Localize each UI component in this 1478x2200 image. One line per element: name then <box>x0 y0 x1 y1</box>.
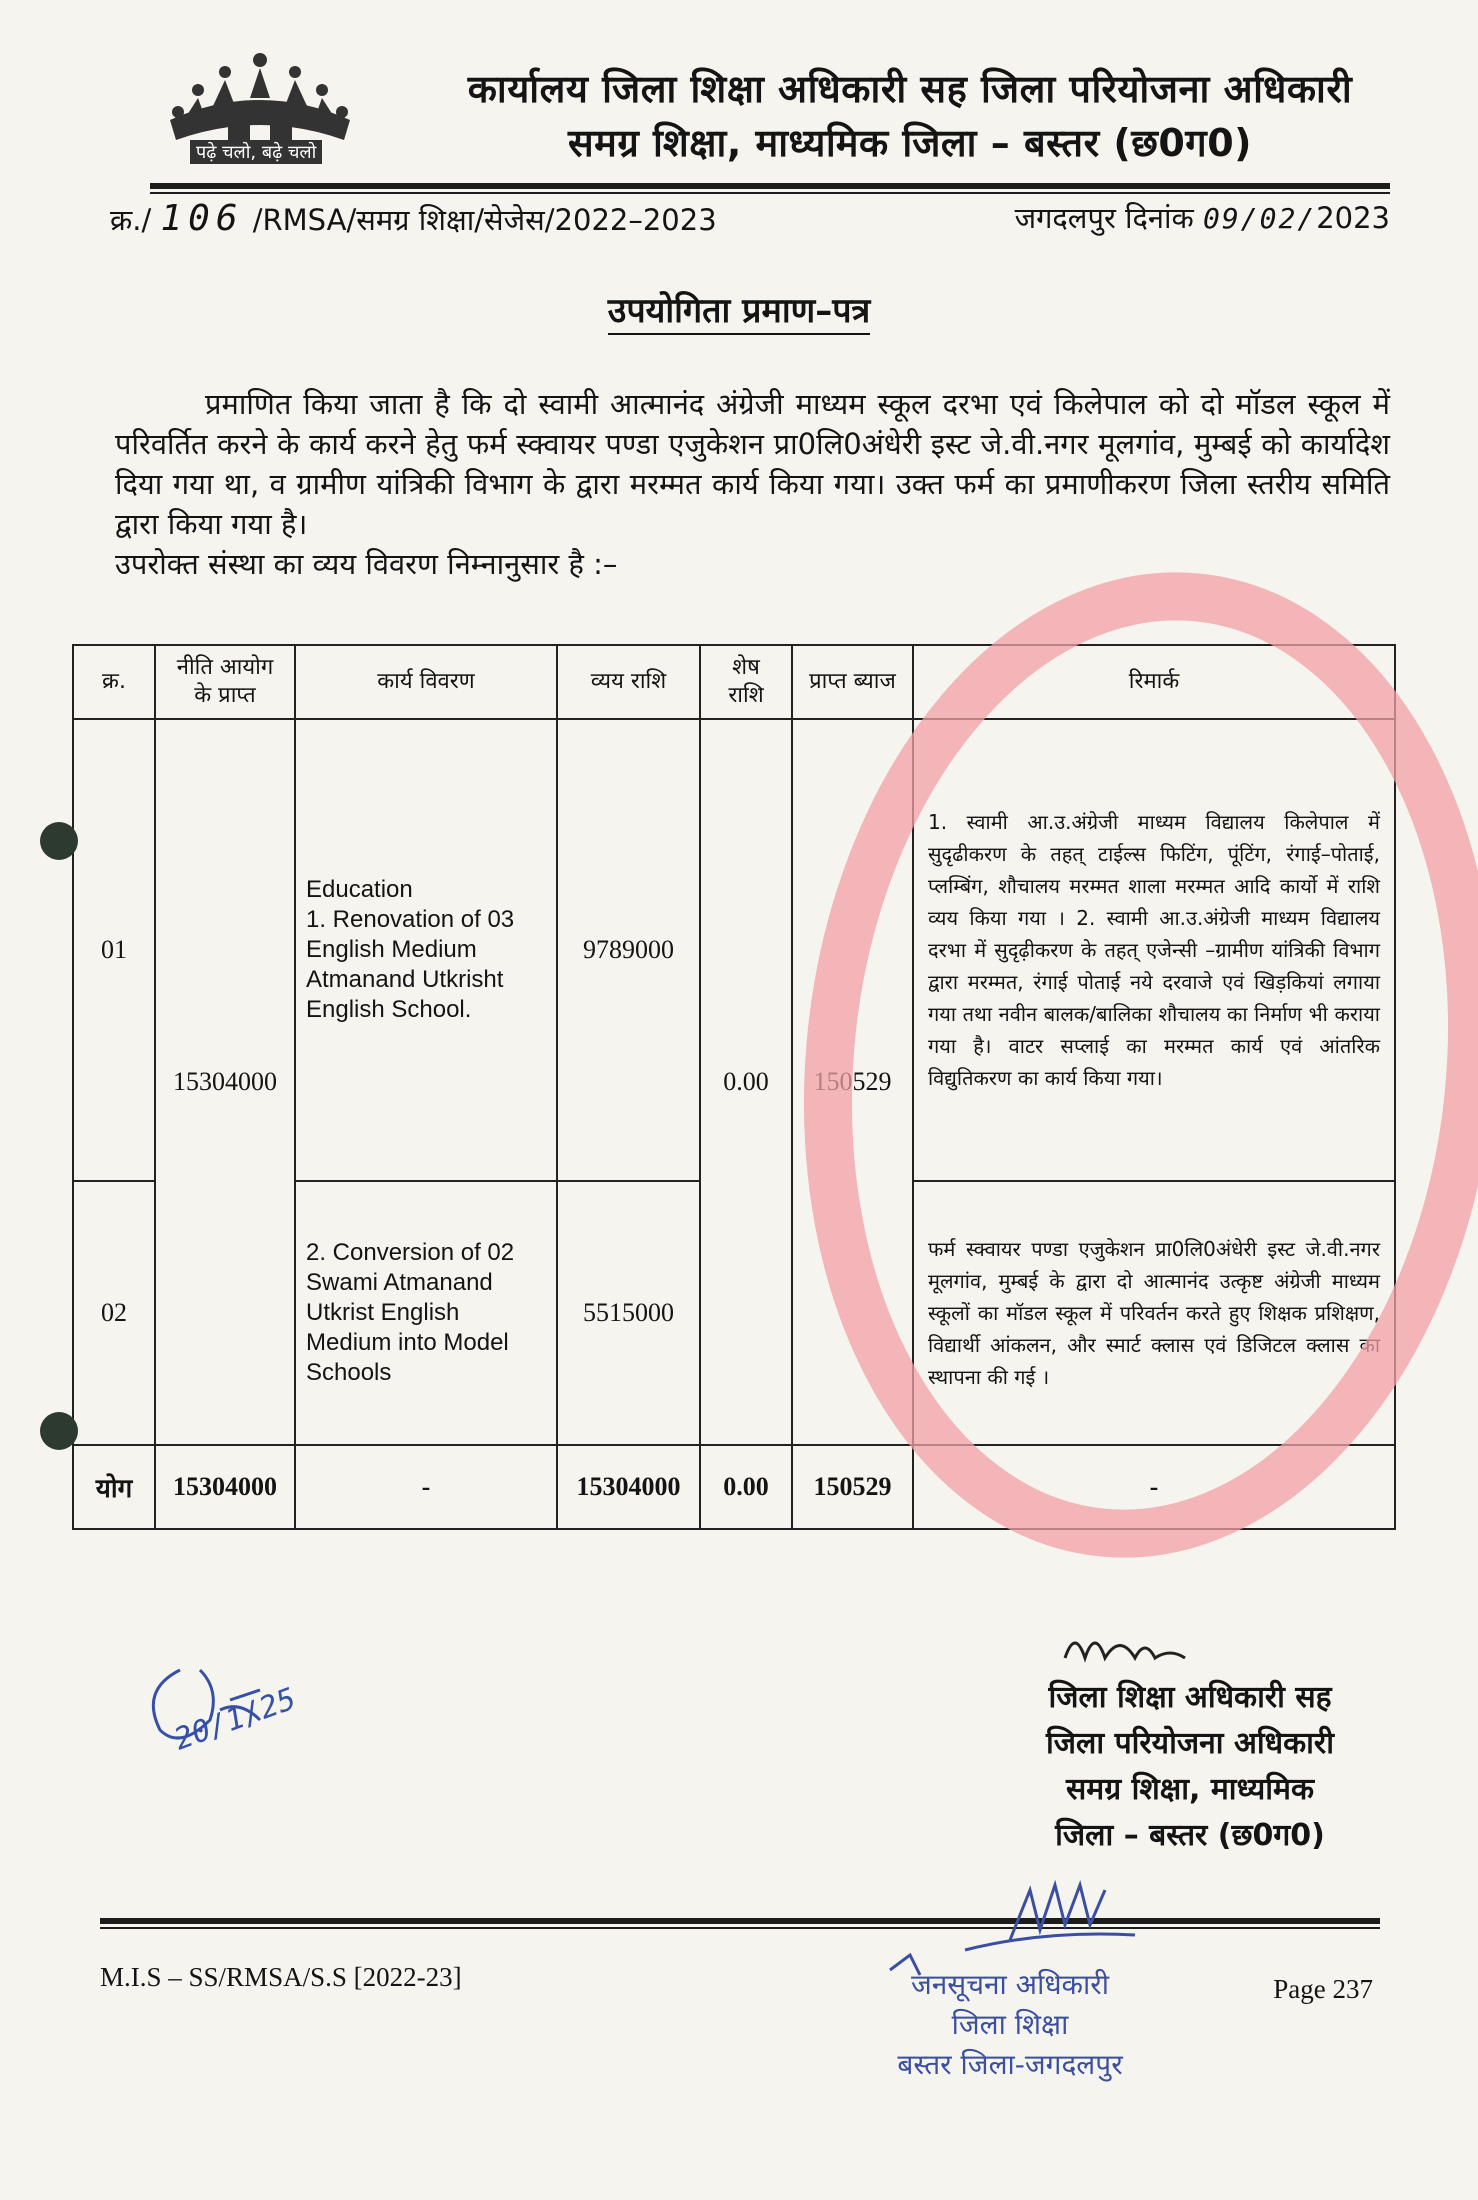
row2-sno: 02 <box>73 1181 155 1444</box>
date-year: 2023 <box>1316 201 1390 235</box>
table-total-row <box>73 1445 1395 1529</box>
designation-line-4: जिला – बस्तर (छ0ग0) <box>1055 1818 1325 1853</box>
logo-motto: पढ़े चलो, बढ़े चलो <box>190 140 322 164</box>
ref-suffix: /RMSA/समग्र शिक्षा/सेजेस/2022–2023 <box>252 203 717 237</box>
header-expense: व्यय राशि <box>557 645 700 719</box>
paragraph-1: प्रमाणित किया जाता है कि दो स्वामी आत्मानंद अंग्रेजी माध्यम स्कूल दरभा एवं किलेपाल को दो मॉडल स्कूल में परिवर्तित करने के कार्य करने हेतु फर्म स्क्वायर पण्डा एजुकेशन प्रा0लि0अंधेरी इस्ट जे.वी.नगर मूलगांव, मुम्बई को कार्यादेश दिया गया था, व ग्रामीण यांत्रिकी विभाग के द्वारा मरम्मत कार्य किया गया। उक्त फर्म का प्रमाणीकरण जिला स्तरीय समिति द्वारा किया गया है। <box>115 387 1390 541</box>
header-received: नीति आयोग के प्राप्त <box>155 645 295 719</box>
row2-remark: फर्म स्क्वायर पण्डा एजुकेशन प्रा0लि0अंधेरी इस्ट जे.वी.नगर मूलगांव, मुम्बई के द्वारा दो आत्मानंद उत्कृष्ट अंग्रेजी माध्यम स्कूलों का मॉडल स्कूल में परिवर्तन करते हुए शिक्षक प्रशिक्षण, विद्यार्थी आंकलन, और स्मार्ट क्लास एवं डिजिटल क्लास का स्थापना की गई । <box>913 1181 1395 1444</box>
certificate-body <box>115 384 1390 584</box>
balance-amount: 0.00 <box>700 719 792 1444</box>
total-remark: - <box>913 1445 1395 1529</box>
public-info-officer-stamp <box>850 1965 1170 2085</box>
office-line-1: कार्यालय जिला शिक्षा अधिकारी सह जिला परियोजना अधिकारी <box>467 67 1353 111</box>
reference-date <box>1015 198 1390 237</box>
document-title <box>0 286 1478 332</box>
logo <box>110 40 410 190</box>
footer-rule-thin <box>100 1927 1380 1929</box>
received-amount: 15304000 <box>155 719 295 1444</box>
ref-prefix: क्र./ <box>110 203 152 237</box>
logo-emblem-icon <box>110 40 410 190</box>
stamp-line-1: जनसूचना अधिकारी <box>910 1968 1110 2001</box>
total-label: योग <box>73 1445 155 1529</box>
total-balance: 0.00 <box>700 1445 792 1529</box>
reference-number <box>110 198 717 239</box>
footer-rule <box>100 1918 1380 1924</box>
header-rule-thin <box>150 192 1390 194</box>
title-text: उपयोगिता प्रमाण–पत्र <box>608 291 871 335</box>
footer-mis-code: M.I.S – SS/RMSA/S.S [2022-23] <box>100 1962 462 1992</box>
header-remark: रिमार्क <box>913 645 1395 719</box>
reference-line <box>110 198 1390 240</box>
expense-table <box>72 644 1394 1530</box>
designation-line-2: जिला परियोजना अधिकारी <box>1046 1726 1334 1761</box>
row2-work: 2. Conversion of 02 Swami Atmanand Utkrist English Medium into Model Schools <box>295 1181 557 1444</box>
designation-line-3: समग्र शिक्षा, माध्यमिक <box>1065 1772 1314 1807</box>
total-expense: 15304000 <box>557 1445 700 1529</box>
initial-date: 20/1/25 <box>169 1681 301 1758</box>
date-prefix: जगदलपुर दिनांक <box>1014 201 1194 235</box>
office-line-2: समग्र शिक्षा, माध्यमिक जिला – बस्तर (छ0ग0) <box>567 121 1253 165</box>
row2-expense: 5515000 <box>557 1181 700 1444</box>
interest-amount: 150529 <box>792 719 913 1444</box>
designation-line-1: जिला शिक्षा अधिकारी सह <box>1048 1680 1332 1715</box>
officer-designation <box>990 1675 1390 1859</box>
header-work: कार्य विवरण <box>295 645 557 719</box>
stamp-line-2: जिला शिक्षा <box>951 2008 1069 2041</box>
row1-remark: 1. स्वामी आ.उ.अंग्रेजी माध्यम विद्यालय किलेपाल में सुदृढीकरण के तहत् टाईल्स फिटिंग, पूंटिंग, रंगाई–पोताई, प्लम्बिंग, शौचालय मरम्मत शाला मरम्मत आदि कार्यो में राशि व्यय किया गया । 2. स्वामी आ.उ.अंग्रेजी माध्यम विद्यालय दरभा में सुदृढ़ीकरण के तहत् एजेन्सी –ग्रामीण यांत्रिकी विभाग द्वारा मरम्मत, रंगाई पोताई नये दरवाजे एवं खिड़कियां लगाया गया तथा नवीन बालक/बालिका शौचालय का निर्माण भी कराया गया है। वाटर सप्लाई का मरम्मत कार्य एवं आंतरिक विद्युतिकरण का कार्य किया गया। <box>913 719 1395 1181</box>
header-interest: प्राप्त ब्याज <box>792 645 913 719</box>
date-handwritten: 09/02/ <box>1203 202 1317 235</box>
officer-scribble-date <box>1070 1626 1148 1656</box>
header-balance: शेष राशि <box>700 645 792 719</box>
paragraph-2: उपरोक्त संस्था का व्यय विवरण निम्नानुसार है :– <box>115 547 618 581</box>
row1-sno: 01 <box>73 719 155 1181</box>
table-row <box>73 719 1395 1181</box>
page-number: Page 237 <box>1273 1974 1373 2004</box>
row1-expense: 9789000 <box>557 719 700 1181</box>
header-sno: क्र. <box>73 645 155 719</box>
office-title <box>440 62 1380 170</box>
header-rule <box>150 183 1390 189</box>
punch-hole <box>40 1412 78 1450</box>
row1-work: Education 1. Renovation of 03 English Medium Atmanand Utkrisht English School. <box>295 719 557 1181</box>
total-work: - <box>295 1445 557 1529</box>
total-received: 15304000 <box>155 1445 295 1529</box>
ref-number-handwritten: 106 <box>160 198 244 239</box>
stamp-line-3: बस्तर जिला-जगदलपुर <box>897 2048 1123 2081</box>
table-header-row <box>73 645 1395 719</box>
punch-hole <box>40 822 78 860</box>
total-interest: 150529 <box>792 1445 913 1529</box>
